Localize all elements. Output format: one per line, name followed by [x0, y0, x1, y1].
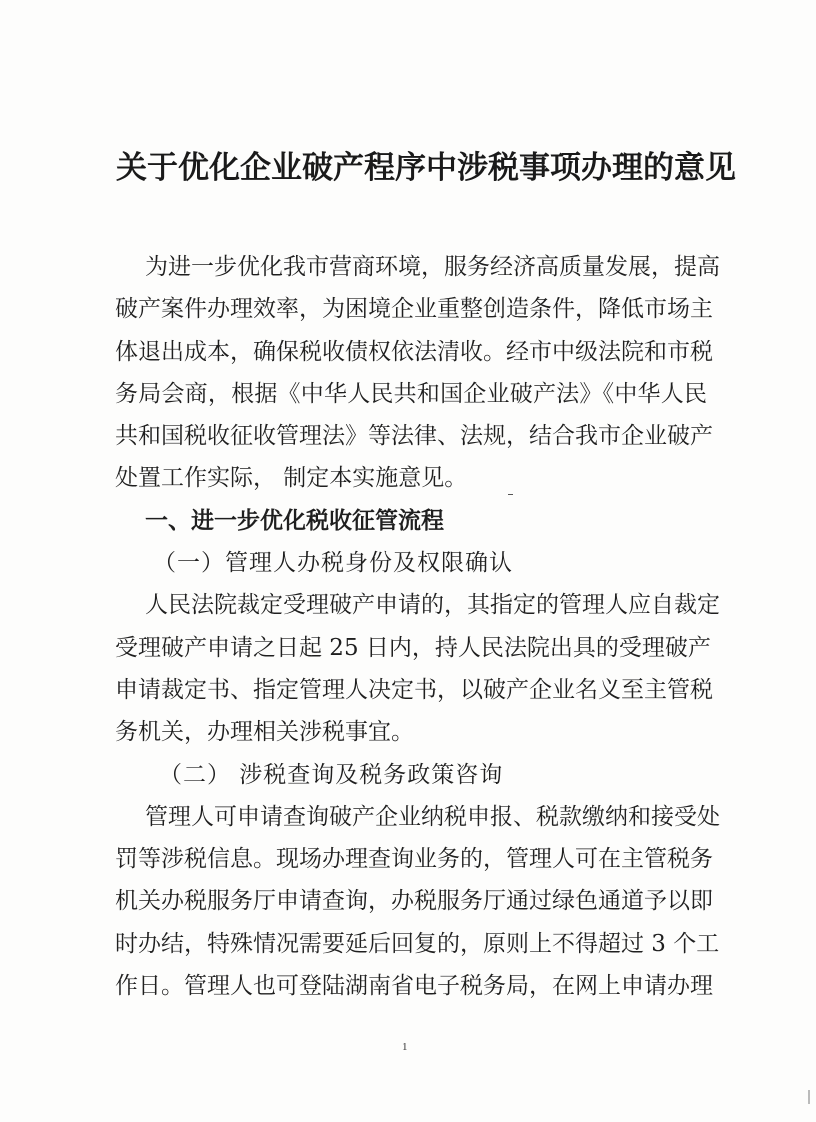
paragraph-line: 为进一步优化我市营商环境，服务经济高质量发展，提高: [145, 254, 720, 280]
paragraph-line: 受理破产申请之日起 25 日内，持人民法院出具的受理破产: [115, 634, 711, 661]
document-body: [115, 246, 720, 1007]
section-heading: 一、进一步优化税收征管流程: [145, 507, 444, 534]
paragraph-line: 人民法院裁定受理破产申请的，其指定的管理人应自裁定: [145, 592, 720, 619]
paragraph-line: 体退出成本，确保税收债权依法清收。经市中级法院和市税: [115, 338, 713, 365]
subsection-heading: （一）管理人办税身份及权限确认: [153, 550, 513, 577]
paragraph-line: 申请裁定书、指定管理人决定书，以破产企业名义至主管税: [115, 676, 713, 703]
paragraph-line: 处置工作实际， 制定本实施意见。: [115, 465, 468, 492]
paragraph-line: 机关办税服务厅申请查询，办税服务厅通过绿色通道予以即: [115, 888, 713, 915]
subsection-heading: （二） 涉税查询及税务政策咨询: [159, 761, 504, 788]
scan-edge-mark: [808, 1090, 810, 1104]
paragraph-line: 共和国税收征收管理法》等法律、法规，结合我市企业破产: [115, 423, 713, 450]
scan-speck: [508, 494, 513, 495]
paragraph-line: 破产案件办理效率，为困境企业重整创造条件，降低市场主: [115, 296, 713, 323]
paragraph-line: 务局会商，根据《中华人民共和国企业破产法》《中华人民: [115, 380, 707, 407]
paragraph-line: 务机关，办理相关涉税事宜。: [115, 719, 414, 746]
paragraph-line: 作日。管理人也可登陆湖南省电子税务局，在网上申请办理: [115, 973, 713, 1000]
paragraph-line: 时办结，特殊情况需要延后回复的，原则上不得超过 3 个工: [115, 930, 720, 957]
page-number: 1: [402, 1041, 408, 1053]
paragraph-line: 管理人可申请查询破产企业纳税申报、税款缴纳和接受处: [145, 803, 720, 830]
paragraph-line: 罚等涉税信息。现场办理查询业务的，管理人可在主管税务: [115, 846, 713, 873]
document-title: 关于优化企业破产程序中涉税事项办理的意见: [116, 150, 736, 186]
